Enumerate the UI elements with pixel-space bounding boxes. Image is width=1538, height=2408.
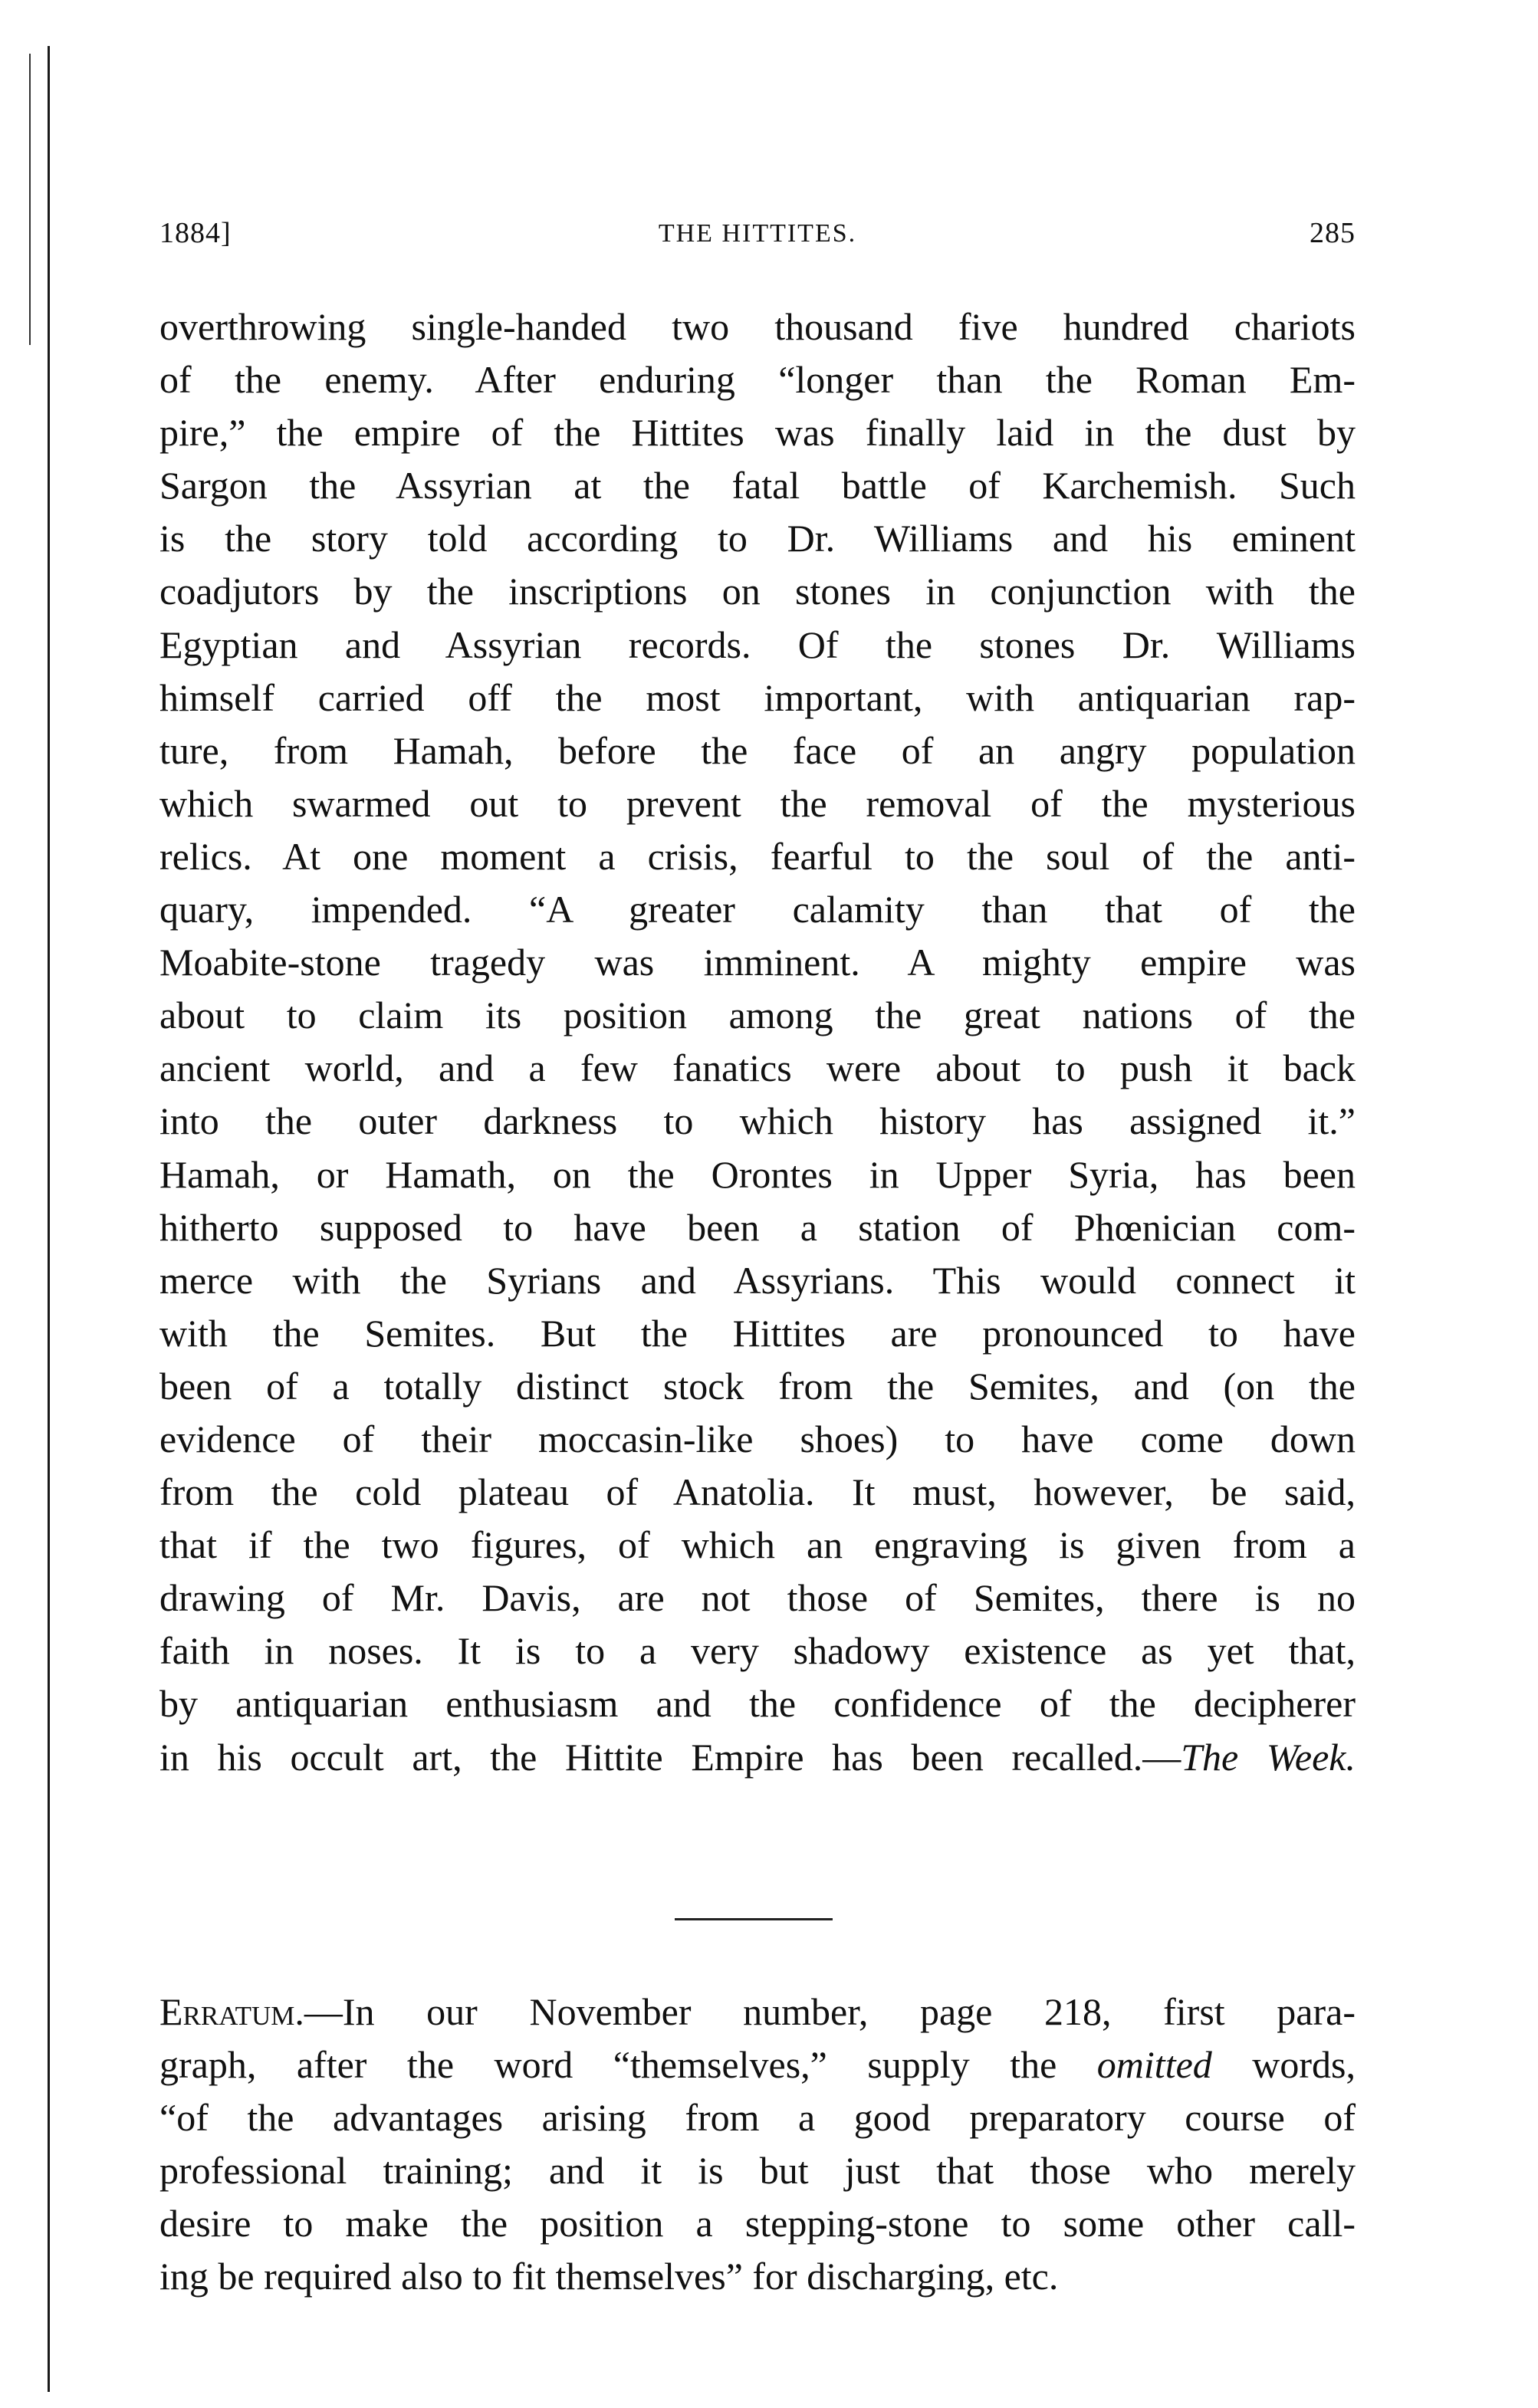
text-line: merce with the Syrians and Assyrians. This would connect it [159,1258,1356,1302]
erratum-line: “of the advantages arising from a good preparatory course of [159,2096,1356,2140]
text-line: of the enemy. After enduring “longer than the Roman Em- [159,358,1356,402]
running-head-year: 1884] [159,217,232,249]
erratum-line: ing be required also to fit themselves” for discharging, etc. [159,2255,1059,2298]
text-line: about to claim its position among the great nations of the [159,994,1356,1037]
erratum-line-text: graph, after the word “themselves,” supply the [159,2043,1097,2087]
text-line: into the outer darkness to which history has assigned it.” [159,1099,1356,1143]
text-line: drawing of Mr. Davis, are not those of Semites, there is no [159,1576,1356,1620]
text-line: quary, impended. “A greater calamity than that of the [159,888,1356,931]
text-line: coadjutors by the inscriptions on stones in conjunction with the [159,570,1356,613]
erratum-label: Erratum. [159,1990,304,2033]
binding-edge [48,46,50,2392]
article-body [159,301,1356,1784]
erratum-line: professional training; and it is but just that those who merely [159,2149,1356,2193]
text-line: hitherto supposed to have been a station of Phœnician com- [159,1205,1356,1249]
text-line: pire,” the empire of the Hittites was finally laid in the dust by [159,411,1356,455]
erratum-note [159,1986,1356,2304]
text-line: by antiquarian enthusiasm and the confidence of the decipherer [159,1682,1356,1726]
binding-edge-secondary [29,54,31,345]
text-line: Moabite-stone tragedy was imminent. A mighty empire was [159,941,1356,984]
text-line-with-attribution [159,1731,1356,1784]
erratum-line [159,1986,1356,2038]
erratum-italic-word: omitted [1096,2043,1212,2087]
text-line: overthrowing single-handed two thousand five hundred chariots [159,305,1356,348]
running-head [159,216,1356,262]
text-line: with the Semites. But the Hittites are pronounced to have [159,1311,1356,1355]
text-line: himself carried off the most important, with antiquarian rap- [159,675,1356,719]
text-line: Egyptian and Assyrian records. Of the stones Dr. Williams [159,623,1356,666]
text-line: from the cold plateau of Anatolia. It must, however, be said, [159,1470,1356,1514]
text-line: been of a totally distinct stock from the Semites, and (on the [159,1364,1356,1408]
erratum-line [159,2038,1356,2091]
text-line: Sargon the Assyrian at the fatal battle of Karchemish. Such [159,464,1356,508]
erratum-line: desire to make the position a stepping-stone to some other call- [159,2202,1356,2245]
text-line: is the story told according to Dr. Williams and his eminent [159,517,1356,560]
text-line: Hamah, or Hamath, on the Orontes in Upper Syria, has been [159,1152,1356,1196]
text-line-text: in his occult art, the Hittite Empire has been recalled.— [159,1735,1181,1779]
source-attribution: The Week. [1181,1735,1356,1779]
running-head-title: THE HITTITES. [658,219,857,248]
section-divider [675,1918,833,1920]
text-line: evidence of their moccasin-like shoes) to have come down [159,1417,1356,1460]
text-line: relics. At one moment a crisis, fearful to the soul of the anti- [159,834,1356,878]
text-line: ancient world, and a few fanatics were about to push it back [159,1046,1356,1090]
text-line: faith in noses. It is to a very shadowy existence as yet that, [159,1629,1356,1673]
text-line: ture, from Hamah, before the face of an angry population [159,728,1356,772]
page-number: 285 [1310,217,1356,249]
text-line: which swarmed out to prevent the removal of the mysterious [159,781,1356,825]
erratum-line-text: words, [1211,2043,1356,2087]
text-line: that if the two figures, of which an engraving is given from a [159,1523,1356,1567]
erratum-line-text: —In our November number, page 218, first para- [304,1990,1356,2033]
